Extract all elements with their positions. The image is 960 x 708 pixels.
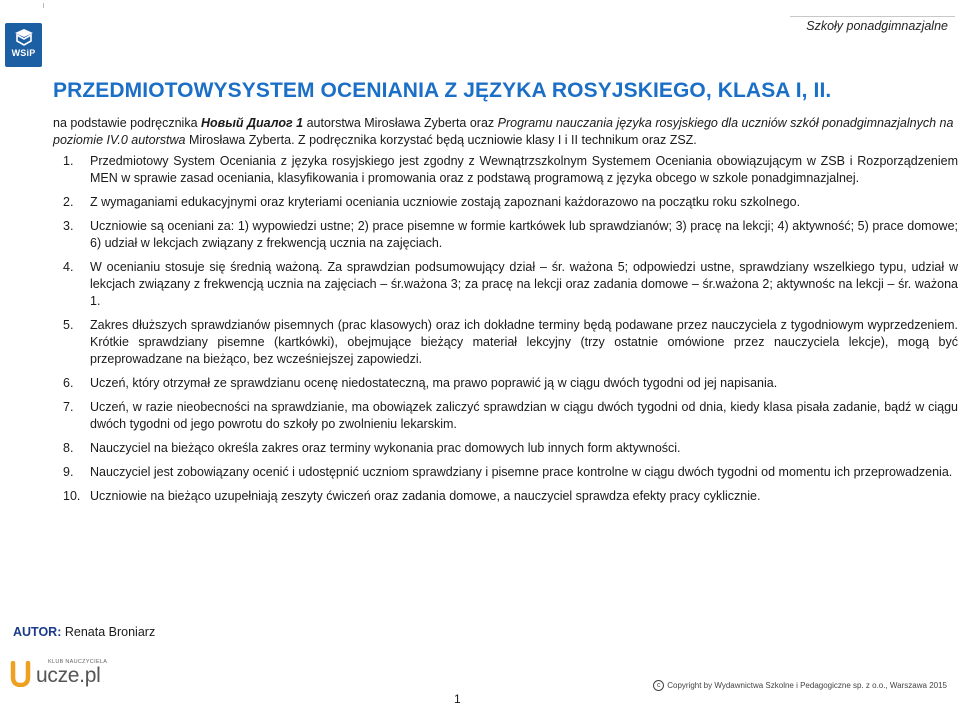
rule-text: Uczniowie na bieżąco uzupełniają zeszyty ćwiczeń oraz zadania domowe, a nauczyciel sprawdza efekty pracy cyklicznie.: [90, 489, 761, 503]
copyright-icon: c: [653, 680, 664, 691]
author-line: [13, 625, 155, 639]
rule-number: 2.: [63, 195, 74, 209]
rule-item: [63, 399, 958, 433]
rule-number: 9.: [63, 465, 74, 479]
rule-item: [63, 194, 958, 211]
rule-item: [63, 375, 958, 392]
rule-text: W ocenianiu stosuje się średnią ważoną. Za sprawdzian podsumowujący dział – śr. ważona 5; odpowiedzi ustne, sprawdziany wszelkiego typu, udział w lekcjach związany z frekwencją ucznia na zajęciach – śr.ważona 3; za pracę na lekcji oraz zadania domowe – śr.ważona 2; aktywnośc na lekcji – śr. ważona 1.: [90, 260, 958, 308]
header-rule: [790, 16, 955, 17]
intro-paragraph: [53, 115, 958, 149]
rules-list: [63, 153, 958, 512]
rule-item: [63, 259, 958, 310]
header-school-type: Szkoły ponadgimnazjalne: [806, 19, 948, 33]
rule-item: [63, 317, 958, 368]
rule-item: [63, 464, 958, 481]
rule-number: 8.: [63, 441, 74, 455]
rule-number: 1.: [63, 154, 74, 168]
rule-item: [63, 488, 958, 505]
intro-text-1: na podstawie podręcznika: [53, 116, 202, 130]
wsip-logo: [5, 23, 42, 67]
intro-book-title: Новый Диалог 1: [201, 116, 304, 130]
rule-number: 5.: [63, 318, 74, 332]
copyright-notice: [653, 680, 947, 691]
rule-number: 10.: [63, 489, 81, 503]
rule-number: 4.: [63, 260, 74, 274]
wsip-logo-text: WSiP: [11, 48, 36, 58]
ucze-logo: [10, 658, 110, 694]
rule-text: Uczeń, w razie nieobecności na sprawdzianie, ma obowiązek zaliczyć sprawdzian w ciągu dwóch tygodni od dnia, kiedy klasa pisała zadanie, bądź w ciągu dwóch tygodni od jego powrotu do szkoły po zwolnieniu lekarskim.: [90, 400, 958, 431]
rule-number: 6.: [63, 376, 74, 390]
rule-item: [63, 440, 958, 457]
rule-text: Z wymaganiami edukacyjnymi oraz kryteriami oceniania uczniowie zostają zapoznani każdorazowo na początku roku szkolnego.: [90, 195, 801, 209]
wsip-book-icon: [13, 27, 35, 47]
intro-program-title: Programu nauczania języka rosyjskiego dla uczniów szkół ponadgimnazjalnych na poziomie IV.0 autorstwa: [53, 116, 954, 147]
intro-text-3: Mirosława Zyberta. Z podręcznika korzystać będą uczniowie klasy I i II technikum oraz ZSZ.: [185, 133, 697, 147]
page-number: 1: [454, 692, 461, 706]
rule-number: 3.: [63, 219, 74, 233]
crop-mark: [43, 3, 44, 8]
author-label: AUTOR:: [13, 625, 62, 639]
rule-text: Nauczyciel na bieżąco określa zakres oraz terminy wykonania prac domowych lub innych form aktywności.: [90, 441, 681, 455]
rule-text: Zakres dłuższych sprawdzianów pisemnych (prac klasowych) oraz ich dokładne terminy będą podawane przez nauczyciela z tygodniowym wyprzedzeniem. Krótkie sprawdziany pisemne (kartkówki), obejmujące bieżący materiał lekcyjny (trzy ostatnie omówione przez nauczyciela lekcje), mogą być przeprowadzane na bieżąco, bez wcześniejszej zapowiedzi.: [90, 318, 958, 366]
rule-text: Uczniowie są oceniani za: 1) wypowiedzi ustne; 2) prace pisemne w formie kartkówek lub sprawdzianów; 3) pracę na lekcji; 4) aktywność; 5) prace domowe; 6) udział w lekcjach związany z frekwencją ucznia na zajęciach.: [90, 219, 958, 250]
rule-item: [63, 153, 958, 187]
rule-text: Przedmiotowy System Oceniania z języka rosyjskiego jest zgodny z Wewnątrzszkolnym Systemem Oceniania obowiązującym w ZSB i Rozporządzeniem MEN w sprawie zasad oceniania, klasyfikowania i promowania oraz z podstawą programową z języka obcego w szkole ponadgimnazjalnej.: [90, 154, 958, 185]
rule-number: 7.: [63, 400, 74, 414]
ucze-u-icon: [10, 661, 31, 687]
copyright-text: Copyright by Wydawnictwa Szkolne i Pedagogiczne sp. z o.o., Warszawa 2015: [667, 681, 947, 690]
page-title: PRZEDMIOTOWYSYSTEM OCENIANIA Z JĘZYKA ROSYJSKIEGO, KLASA I, II.: [53, 79, 832, 102]
ucze-logo-word: ucze.pl: [36, 664, 101, 687]
rule-text: Uczeń, który otrzymał ze sprawdzianu ocenę niedostateczną, ma prawo poprawić ją w ciągu dwóch tygodni od jej napisania.: [90, 376, 778, 390]
rule-text: Nauczyciel jest zobowiązany ocenić i udostępnić uczniom sprawdziany i pisemne prace kontrolne w ciągu dwóch tygodni od momentu ich przeprowadzenia.: [90, 465, 953, 479]
ucze-logo-caption: KLUB NAUCZYCIELA: [48, 659, 108, 665]
intro-text-2: autorstwa Mirosława Zyberta oraz: [303, 116, 498, 130]
author-name: Renata Broniarz: [61, 625, 156, 639]
rule-item: [63, 218, 958, 252]
